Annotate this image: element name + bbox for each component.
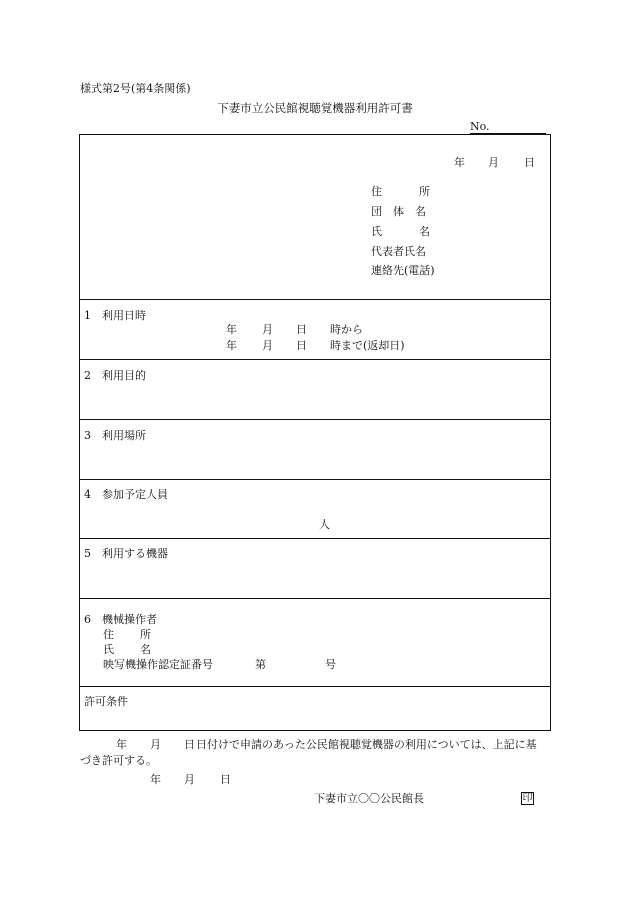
- issuer-name: 下妻市立〇〇公民館長: [314, 792, 424, 805]
- date-month: 月: [488, 156, 499, 169]
- document-number-field[interactable]: [470, 121, 546, 134]
- section-attendees-label: 4 参加予定人員: [84, 488, 168, 501]
- section-location-label: 3 利用場所: [84, 429, 146, 442]
- seal-stamp: 印: [522, 793, 533, 804]
- divider-2: [80, 359, 550, 360]
- operator-cert-dai[interactable]: 第: [255, 658, 266, 671]
- divider-1: [80, 299, 550, 300]
- divider-4: [80, 479, 550, 480]
- to-suffix: 時まで(返却日): [330, 339, 405, 352]
- section-usage-datetime-label: 1 利用日時: [84, 309, 146, 322]
- section-purpose-label: 2 利用目的: [84, 369, 146, 382]
- applicant-group-label[interactable]: 団 体 名: [371, 205, 426, 218]
- operator-cert-go: 号: [325, 658, 336, 671]
- form-number-label: 様式第2号(第4条関係): [80, 82, 191, 95]
- applicant-address-label[interactable]: 住 所: [371, 185, 430, 198]
- section-operator-label: 6 機械操作者: [84, 613, 157, 626]
- divider-6: [80, 598, 550, 599]
- form-table: [79, 134, 551, 731]
- operator-cert-label: 映写機操作認定証番号: [103, 658, 213, 671]
- applicant-contact-label[interactable]: 連絡先(電話): [371, 264, 435, 277]
- operator-address-label[interactable]: 住 所: [103, 628, 151, 641]
- divider-5: [80, 538, 550, 539]
- operator-name-label[interactable]: 氏 名: [103, 643, 151, 656]
- statement-line-1: 日付けで申請のあった公民館視聴覚機器の利用については、上記に基: [196, 738, 537, 751]
- section-equipment-label: 5 利用する機器: [84, 547, 168, 560]
- statement-line-2: づき許可する。: [80, 754, 157, 767]
- document-title: 下妻市立公民館視聴覚機器利用許可書: [217, 101, 413, 115]
- divider-3: [80, 419, 550, 420]
- from-suffix: 時から: [330, 323, 363, 336]
- applicant-name-label[interactable]: 氏 名: [371, 225, 430, 238]
- date-day: 日: [524, 156, 535, 169]
- date-year: 年: [454, 156, 465, 169]
- divider-7: [80, 686, 550, 687]
- applicant-representative-label[interactable]: 代表者氏名: [371, 245, 426, 258]
- document-number-label: No.: [470, 120, 490, 133]
- attendees-unit: 人: [319, 518, 330, 531]
- permit-conditions-label: 許可条件: [84, 695, 128, 708]
